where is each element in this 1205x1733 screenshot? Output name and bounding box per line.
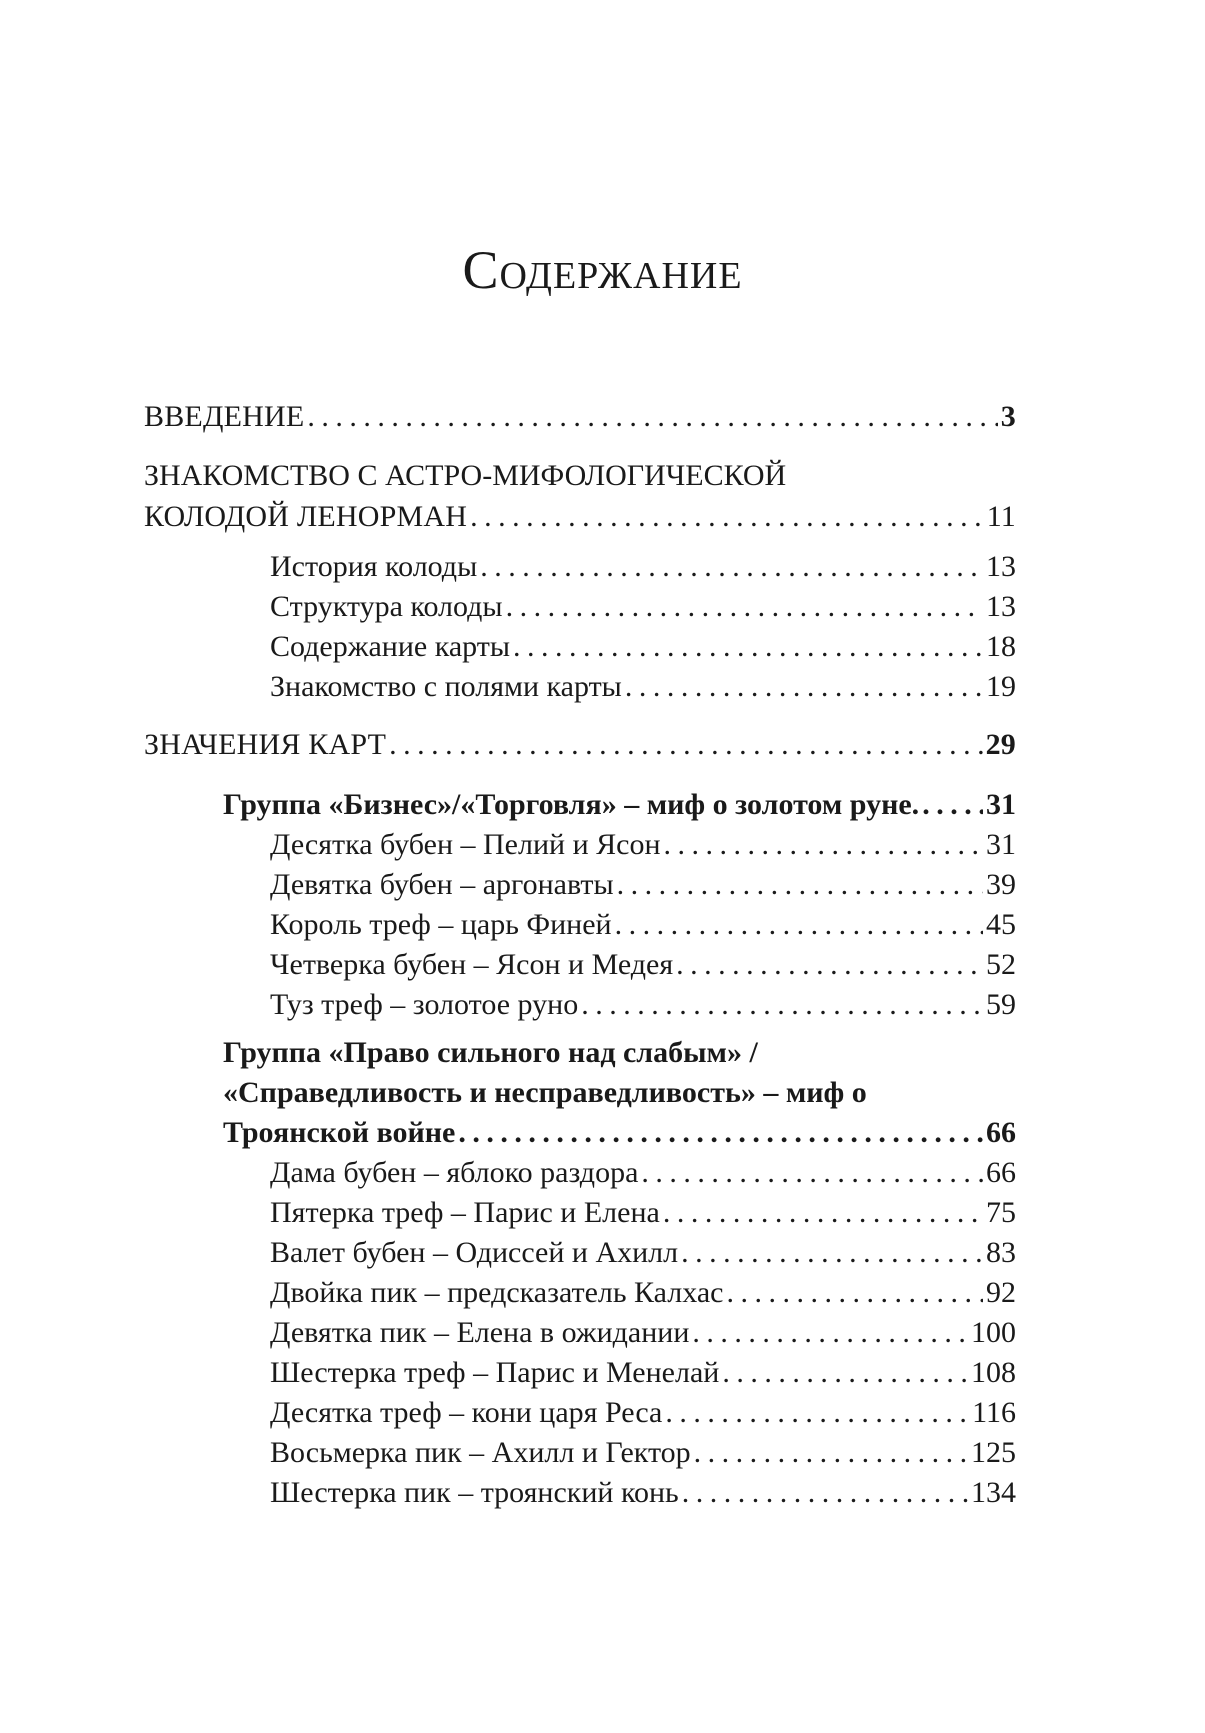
toc-entry-page: 59 — [986, 988, 1016, 1021]
toc-entry-label: ЗНАЧЕНИЯ КАРТ — [144, 728, 387, 761]
toc-entry-intro[interactable] — [144, 399, 1016, 435]
toc-entry[interactable] — [270, 867, 1016, 903]
dot-leader — [663, 1195, 983, 1231]
toc-entry-acquaint-line1[interactable]: ЗНАКОМСТВО С АСТРО-МИФОЛОГИЧЕСКОЙ — [144, 459, 787, 492]
dot-leader — [625, 669, 983, 705]
dot-leader — [726, 1275, 983, 1311]
toc-entry-label: Пятерка треф – Парис и Елена — [270, 1196, 660, 1229]
toc-entry-label: Десятка бубен – Пелий и Ясон — [270, 828, 661, 861]
toc-entry[interactable] — [270, 1235, 1016, 1271]
dot-leader — [665, 1395, 969, 1431]
toc-entry-label: Содержание карты — [270, 630, 510, 663]
toc-entry-page: 31 — [986, 828, 1016, 861]
toc-entry-page: 66 — [986, 1156, 1016, 1189]
dot-leader — [617, 867, 983, 903]
dot-leader — [682, 1475, 968, 1511]
toc-entry-label: Валет бубен – Одиссей и Ахилл — [270, 1236, 679, 1269]
toc-entry-page: 108 — [971, 1356, 1016, 1389]
toc-entry-label: Восьмерка пик – Ахилл и Гектор — [270, 1436, 691, 1469]
dot-leader — [694, 1435, 968, 1471]
dot-leader — [641, 1155, 983, 1191]
toc-entry-label: Двойка пик – предсказатель Калхас — [270, 1276, 724, 1309]
toc-entry-label: Структура колоды — [270, 590, 503, 623]
toc-entry-label: Туз треф – золотое руно — [270, 988, 579, 1021]
toc-entry-page: 29 — [985, 728, 1016, 761]
toc-entry[interactable] — [270, 1355, 1016, 1391]
toc-entry-page: 19 — [986, 670, 1016, 703]
toc-group-troy-line1[interactable]: Группа «Право сильного над слабым» / — [223, 1036, 758, 1069]
toc-entry-label: Девятка бубен – аргонавты — [270, 868, 614, 901]
toc-entry[interactable] — [270, 1155, 1016, 1191]
toc-entry-page: 45 — [986, 908, 1016, 941]
toc-entry-page: 83 — [986, 1236, 1016, 1269]
toc-entry-page: 134 — [971, 1476, 1016, 1509]
toc-entry-page: 11 — [986, 500, 1016, 533]
toc-entry[interactable] — [270, 907, 1016, 943]
toc-entry-label: ВВЕДЕНИЕ — [144, 400, 305, 433]
toc-entry-page: 125 — [971, 1436, 1016, 1469]
toc-entry-page: 66 — [986, 1116, 1016, 1149]
dot-leader — [389, 727, 982, 763]
toc-entry-page: 100 — [971, 1316, 1016, 1349]
dot-leader — [676, 947, 983, 983]
toc-entry-label: Король треф – царь Финей — [270, 908, 612, 941]
toc-entry-label: Шестерка пик – троянский конь — [270, 1476, 679, 1509]
toc-entry-label: Шестерка треф – Парис и Менелай — [270, 1356, 720, 1389]
toc-entry[interactable] — [270, 549, 1016, 585]
toc-entry-page: 39 — [986, 868, 1016, 901]
toc-entry[interactable] — [270, 669, 1016, 705]
toc-entry-label: Четверка бубен – Ясон и Медея — [270, 948, 674, 981]
dot-leader — [615, 907, 983, 943]
toc-entry-label: КОЛОДОЙ ЛЕНОРМАН — [144, 500, 468, 533]
toc-entry-label: Троянской войне — [223, 1116, 456, 1149]
toc-group-troy-line2[interactable]: «Справедливость и несправедливость» – миф о — [223, 1076, 867, 1109]
toc-group-business[interactable] — [223, 787, 1016, 823]
dot-leader — [922, 787, 983, 823]
toc-entry-page: 116 — [972, 1396, 1016, 1429]
page-title: Содержание — [462, 240, 743, 300]
toc-entry-page: 52 — [986, 948, 1016, 981]
dot-leader — [506, 589, 983, 625]
toc-entry-page: 3 — [1000, 400, 1016, 433]
toc-entry-label: Группа «Бизнес»/«Торговля» – миф о золотом руне. — [223, 788, 920, 821]
toc-entry[interactable] — [270, 1195, 1016, 1231]
toc-entry-page: 18 — [986, 630, 1016, 663]
dot-leader — [681, 1235, 983, 1271]
toc-entry[interactable] — [270, 987, 1016, 1023]
dot-leader — [581, 987, 983, 1023]
dot-leader — [458, 1115, 983, 1151]
toc-entry-page: 75 — [986, 1196, 1016, 1229]
toc-entry-page: 13 — [986, 550, 1016, 583]
dot-leader — [470, 499, 984, 535]
toc-entry-label: Знакомство с полями карты — [270, 670, 622, 703]
toc-entry-acquaint[interactable] — [144, 499, 1016, 535]
toc-entry-label: Девятка пик – Елена в ожидании — [270, 1316, 690, 1349]
toc-entry[interactable] — [270, 1275, 1016, 1311]
toc-entry[interactable] — [270, 1435, 1016, 1471]
toc-group-troy[interactable] — [223, 1115, 1016, 1151]
toc-entry-page: 13 — [986, 590, 1016, 623]
dot-leader — [692, 1315, 968, 1351]
dot-leader — [480, 549, 983, 585]
toc-entry[interactable] — [270, 947, 1016, 983]
toc-entry[interactable] — [270, 1315, 1016, 1351]
toc-entry-label: История колоды — [270, 550, 478, 583]
toc-entry-label: Десятка треф – кони царя Реса — [270, 1396, 663, 1429]
toc-entry[interactable] — [270, 1395, 1016, 1431]
toc-entry-page: 92 — [986, 1276, 1016, 1309]
toc-entry-label: Дама бубен – яблоко раздора — [270, 1156, 639, 1189]
toc-entry[interactable] — [270, 1475, 1016, 1511]
toc-entry[interactable] — [270, 827, 1016, 863]
dot-leader — [664, 827, 983, 863]
dot-leader — [307, 399, 997, 435]
toc-entry[interactable] — [270, 629, 1016, 665]
toc-entry-page: 31 — [986, 788, 1016, 821]
dot-leader — [722, 1355, 968, 1391]
toc-entry[interactable] — [270, 589, 1016, 625]
dot-leader — [513, 629, 983, 665]
toc-entry-meanings[interactable] — [144, 727, 1016, 763]
